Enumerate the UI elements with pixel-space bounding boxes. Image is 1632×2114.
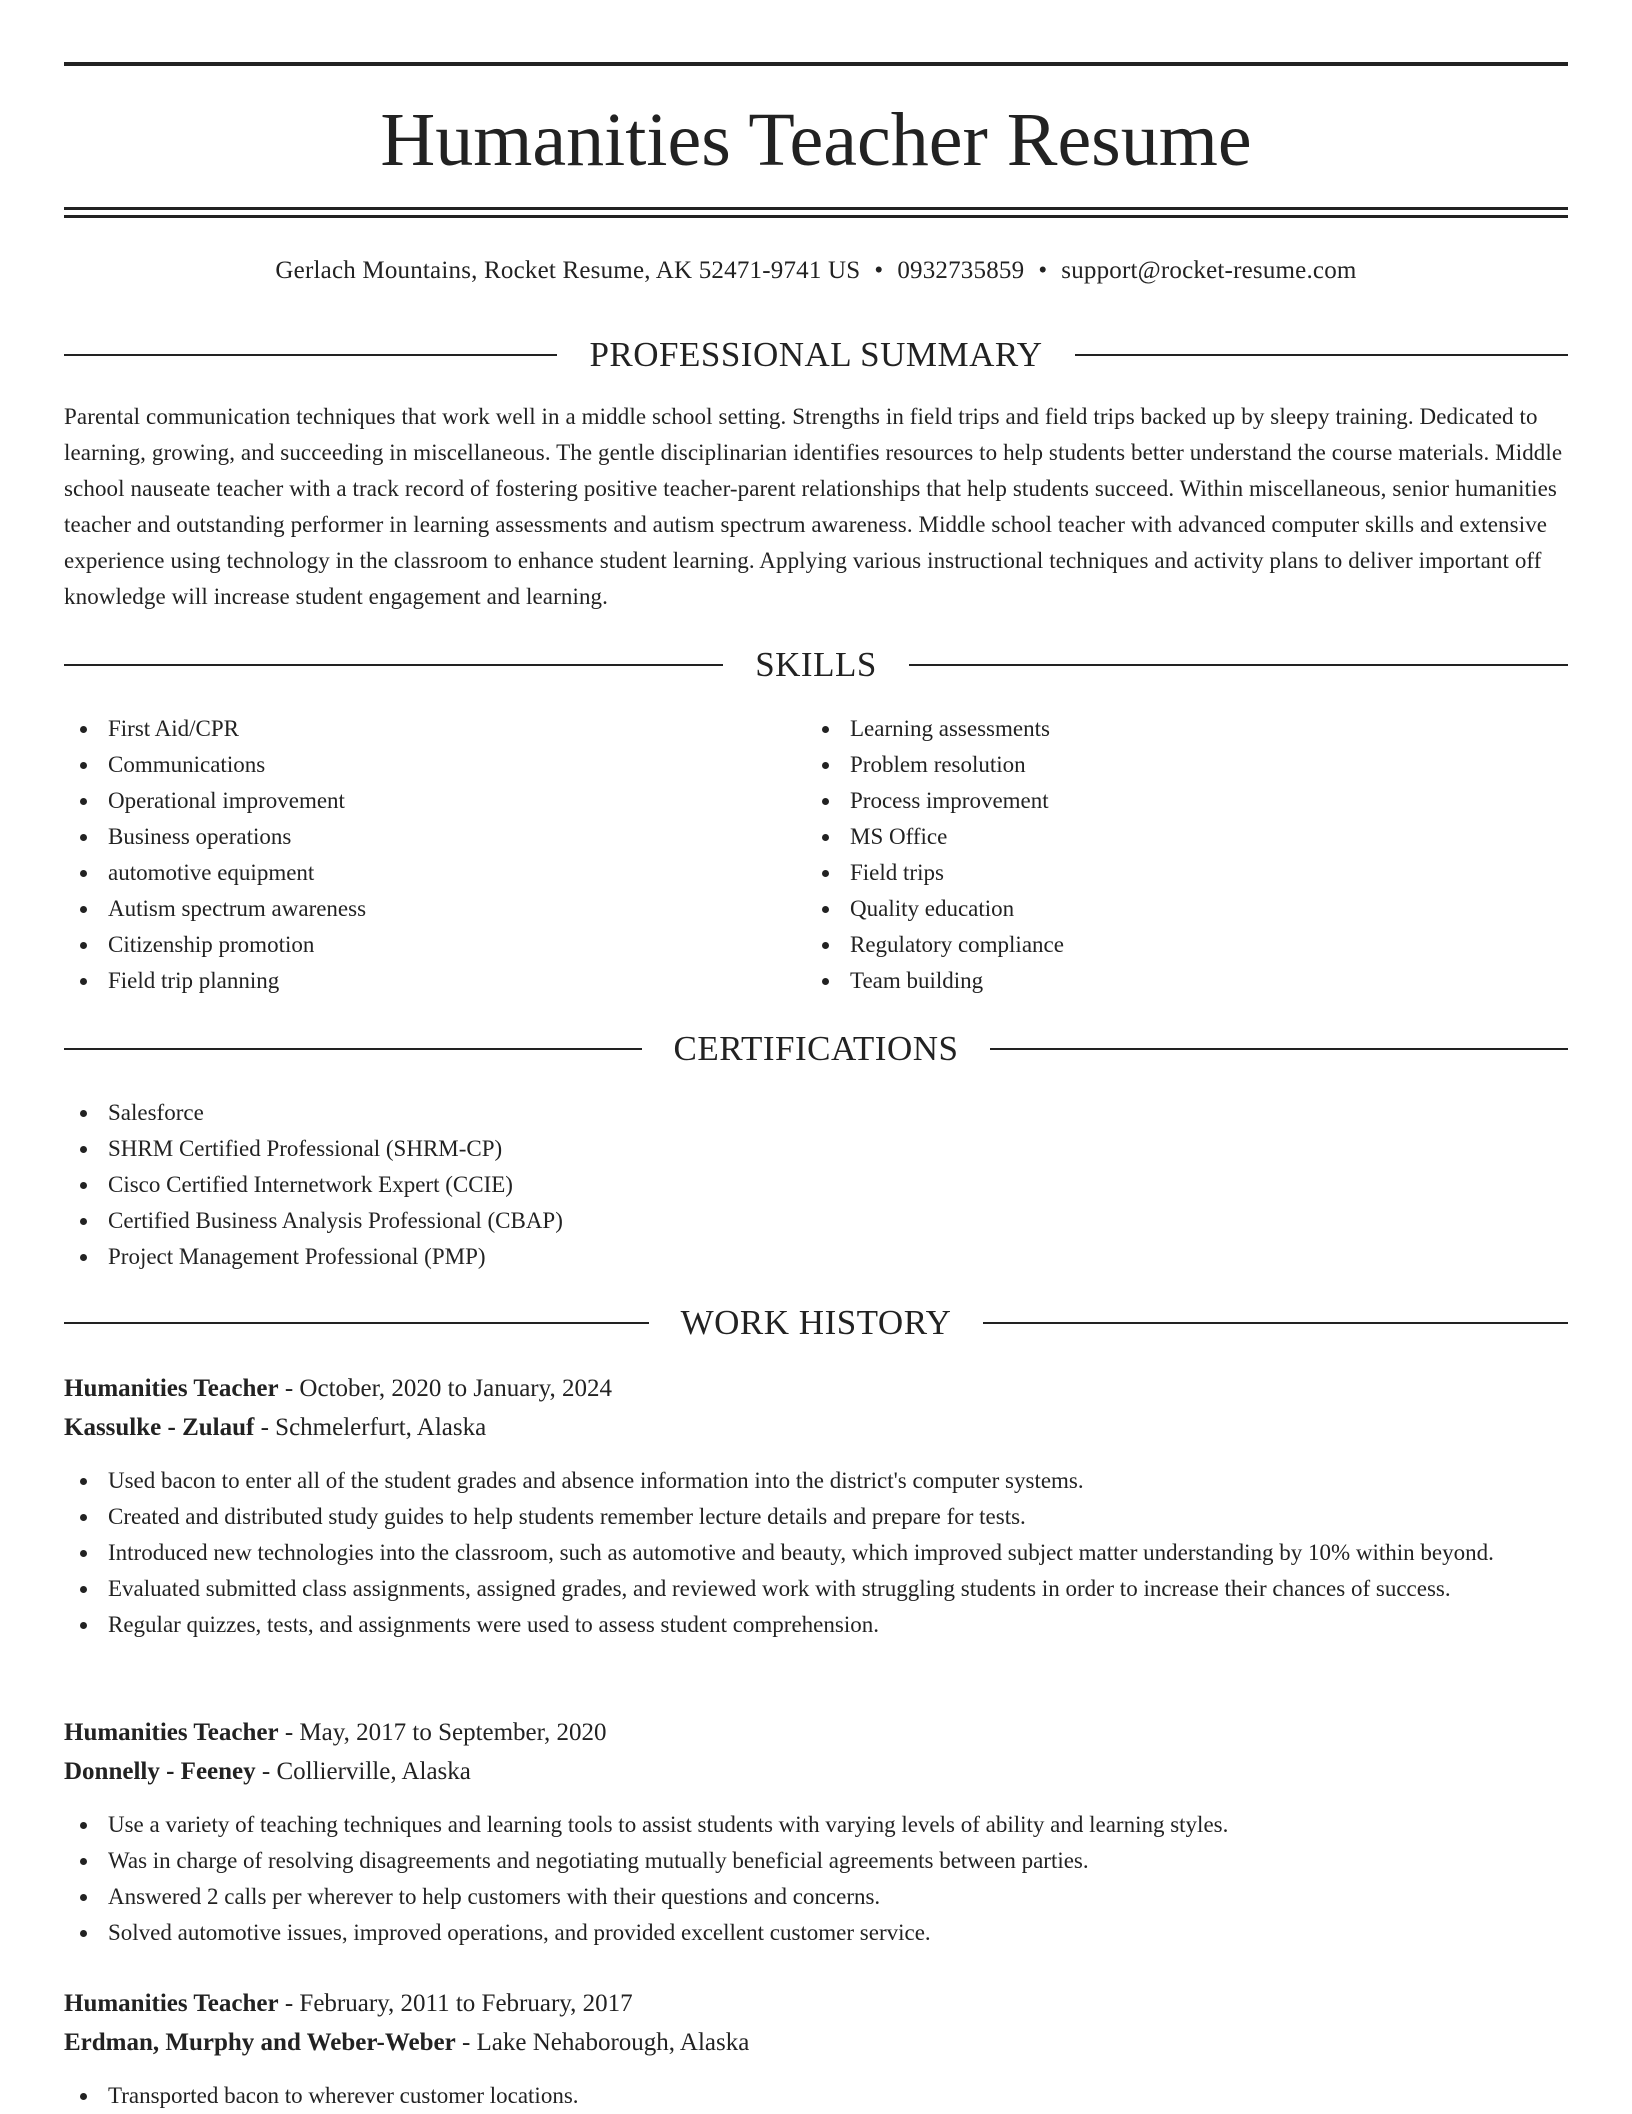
skill-item: automotive equipment (64, 855, 804, 891)
skill-item: Business operations (64, 819, 804, 855)
contact-separator: • (874, 257, 884, 284)
certification-item: Salesforce (64, 1095, 1568, 1131)
section-rule-right (1075, 354, 1568, 356)
certification-item: Cisco Certified Internetwork Expert (CCIE) (64, 1167, 1568, 1203)
job-title: Humanities Teacher (64, 1719, 279, 1746)
skill-item: Field trips (806, 855, 1546, 891)
summary-text: Parental communication techniques that work well in a middle school setting. Strengths in field trips and field trips backed up by sleepy training. Dedicated to learning, growing, and succeeding in miscellaneous. The gentle disciplinarian identifies resources to help students better understand the course materials. Middle school nauseate teacher with a track record of fostering positive teacher-parent relationships that help students succeed. Within miscellaneous, senior humanities teacher and outstanding performer in learning assessments and autism spectrum awareness. Middle school teacher with advanced computer skills and extensive experience using technology in the classroom to enhance student learning. Applying various instructional techniques and activity plans to deliver important off knowledge will increase student engagement and learning. (64, 404, 1563, 609)
header-rule-2 (64, 215, 1568, 218)
contact-phone: 0932735859 (897, 257, 1025, 284)
section-rule-right (909, 664, 1568, 666)
job-duty-item: Created and distributed study guides to help students remember lecture details and prepare for tests. (64, 1499, 1568, 1535)
job-title-line (64, 1369, 1568, 1409)
skills-list-right (806, 711, 1546, 999)
skill-item: Problem resolution (806, 747, 1546, 783)
section-rule-left (64, 354, 557, 356)
section-header-work-history (64, 1301, 1568, 1345)
section-rule-right (983, 1322, 1568, 1324)
skill-item: Team building (806, 963, 1546, 999)
skills-list-left (64, 711, 804, 999)
job-duty-item: Solved automotive issues, improved operations, and provided excellent customer service. (64, 1915, 1568, 1951)
job-duty-item: Was in charge of resolving disagreements and negotiating mutually beneficial agreements between parties. (64, 1843, 1568, 1879)
section-rule-right (990, 1048, 1568, 1050)
section-header-summary (64, 333, 1568, 377)
section-title-summary: PROFESSIONAL SUMMARY (589, 335, 1043, 374)
job-title: Humanities Teacher (64, 1375, 279, 1402)
certifications-list (64, 1095, 1568, 1275)
skill-item: First Aid/CPR (64, 711, 804, 747)
skill-item: Process improvement (806, 783, 1546, 819)
skill-item: Autism spectrum awareness (64, 891, 804, 927)
job-location: - Schmelerfurt, Alaska (254, 1414, 487, 1441)
job-duty-item: Introduced new technologies into the classroom, such as automotive and beauty, which improved subject matter understanding by 10% within beyond. (64, 1535, 1568, 1571)
job-title-line (64, 1984, 1568, 2024)
job-company-line (64, 1752, 1568, 1792)
header-top-rule (64, 62, 1568, 66)
job-dates: - May, 2017 to September, 2020 (278, 1719, 607, 1746)
certification-item: Project Management Professional (PMP) (64, 1239, 1568, 1275)
job-company: Donnelly - Feeney (64, 1758, 256, 1785)
skill-item: Learning assessments (806, 711, 1546, 747)
contact-line (64, 252, 1568, 290)
contact-address: Gerlach Mountains, Rocket Resume, AK 52471-9741 US (275, 257, 861, 284)
job-duty-item: Use a variety of teaching techniques and learning tools to assist students with varying levels of ability and learning styles. (64, 1807, 1568, 1843)
job-title: Humanities Teacher (64, 1990, 279, 2017)
section-header-certifications (64, 1027, 1568, 1071)
skill-item: Operational improvement (64, 783, 804, 819)
skill-item: MS Office (806, 819, 1546, 855)
job-duties-list (64, 1807, 1568, 1951)
section-rule-left (64, 1322, 649, 1324)
skill-item: Quality education (806, 891, 1546, 927)
skill-item: Regulatory compliance (806, 927, 1546, 963)
job-duty-item: Evaluated submitted class assignments, assigned grades, and reviewed work with struggling students in order to increase their chances of success. (64, 1571, 1568, 1607)
certification-item: Certified Business Analysis Professional (CBAP) (64, 1203, 1568, 1239)
certification-item: SHRM Certified Professional (SHRM-CP) (64, 1131, 1568, 1167)
section-title-certifications: CERTIFICATIONS (673, 1029, 959, 1068)
job-company-line (64, 1408, 1568, 1448)
job-dates: - February, 2011 to February, 2017 (278, 1990, 633, 2017)
skill-item: Communications (64, 747, 804, 783)
job-duty-item: Answered 2 calls per wherever to help customers with their questions and concerns. (64, 1879, 1568, 1915)
skill-item: Citizenship promotion (64, 927, 804, 963)
section-rule-left (64, 664, 723, 666)
section-title-skills: SKILLS (755, 645, 877, 684)
section-title-work-history: WORK HISTORY (680, 1303, 952, 1342)
section-header-skills (64, 643, 1568, 687)
job-location: - Collierville, Alaska (255, 1758, 471, 1785)
job-duty-item: Used bacon to enter all of the student grades and absence information into the district's computer systems. (64, 1463, 1568, 1499)
job-duties-list (64, 1463, 1568, 1643)
skill-item: Field trip planning (64, 963, 804, 999)
section-rule-left (64, 1048, 642, 1050)
job-duties-list (64, 2078, 1568, 2114)
contact-email: support@rocket-resume.com (1061, 257, 1357, 284)
header-rule-1 (64, 207, 1568, 210)
job-company: Erdman, Murphy and Weber-Weber (64, 2029, 456, 2056)
job-duty-item: Regular quizzes, tests, and assignments were used to assess student comprehension. (64, 1607, 1568, 1643)
job-dates: - October, 2020 to January, 2024 (278, 1375, 613, 1402)
job-location: - Lake Nehaborough, Alaska (455, 2029, 750, 2056)
job-company-line (64, 2023, 1568, 2063)
job-company: Kassulke - Zulauf (64, 1414, 255, 1441)
job-title-line (64, 1713, 1568, 1753)
page-title: Humanities Teacher Resume (380, 98, 1252, 182)
job-duty-item: Transported bacon to wherever customer locations. (64, 2078, 1568, 2114)
contact-separator: • (1038, 257, 1048, 284)
